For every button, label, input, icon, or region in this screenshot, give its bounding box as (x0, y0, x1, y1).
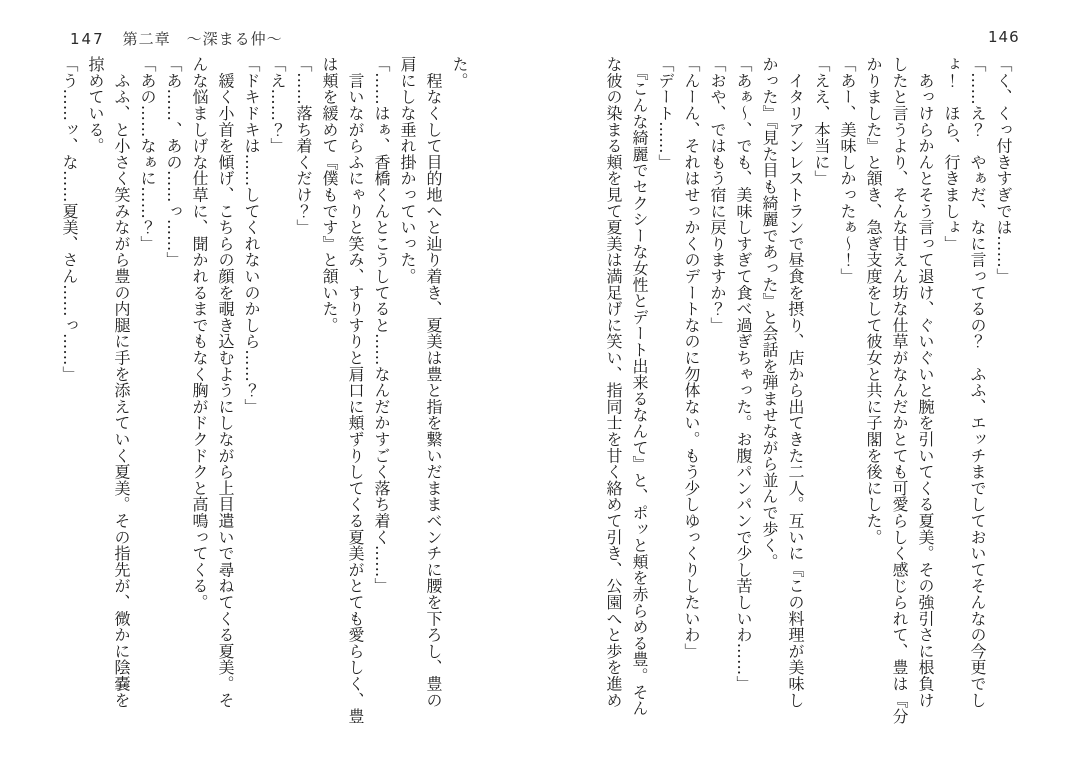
right-page-number: 146 (988, 28, 1020, 46)
text-column: 「デート……」 (656, 56, 675, 171)
text-column: は頬を緩めて『僕もです』と頷いた。 (320, 56, 339, 334)
left-page-number: 147 (70, 30, 105, 48)
text-column: 「あ……、あの……っ……」 (164, 56, 183, 268)
text-column: 「……落ち着くだけ？」 (294, 56, 313, 236)
text-column: かりました』と頷き、急ぎ支度をして彼女と共に子閣を後にした。 (864, 56, 883, 545)
text-column: 『こんな綺麗でセクシーな女性とデート出来るなんて』と、ポッと頬を赤らめる豊。そん (630, 56, 649, 717)
text-column: 「んーん、それはせっかくのデートなのに勿体ない。もう少しゆっくりしたいわ」 (682, 56, 701, 660)
text-column: 「おや、ではもう宿に戻りますか？」 (708, 56, 727, 334)
text-column: 掠めている。 (86, 56, 105, 154)
left-page-running-head (70, 28, 283, 49)
text-column: 肩にしな垂れ掛かっていった。 (398, 56, 417, 285)
chapter-title: 第二章 〜深まる仲〜 (122, 30, 283, 48)
right-page-running-head (988, 28, 1020, 46)
text-column: 「あー、美味しかったぁ〜！」 (838, 56, 857, 285)
text-column: ょ！ ほら、行きましょ」 (942, 56, 961, 252)
text-column: 「う……ッ、な……夏美、さん……っ……」 (60, 56, 79, 382)
text-column: 程なくして目的地へと辿り着き、夏美は豊と指を繋いだままベンチに腰を下ろし、豊の (424, 56, 443, 708)
text-column: 「ええ、本当に」 (812, 56, 831, 187)
text-column: 言いながらふにゃりと笑み、すりすりと肩口に頬ずりしてくる夏美がとても愛らしく、豊 (346, 56, 365, 725)
text-column: 「あの……なぁに……？」 (138, 56, 157, 252)
text-column: 「……はぁ、香橋くんとこうしてると……なんだかすごく落ち着く……」 (372, 56, 391, 594)
text-column: 「ドキドキは……してくれないのかしら……？」 (242, 56, 261, 415)
text-column: ふふ、と小さく笑みながら豊の内腿に手を添えていく夏美。その指先が、微かに陰嚢を (112, 56, 131, 708)
text-column: た。 (450, 56, 469, 89)
text-column: 「く、くっ付きすぎでは……」 (994, 56, 1013, 285)
page-146-text-block (600, 56, 1016, 724)
text-column: イタリアンレストランで昼食を摂り、店から出てきた二人。互いに『この料理が美味し (786, 56, 805, 708)
text-column: 緩く小首を傾げ、こちらの顔を覗き込むようにしながら上目遣いで尋ねてくる夏美。そ (216, 56, 235, 708)
text-column: んな悩ましげな仕草に、聞かれるまでもなく胸がドクドクと高鳴ってくる。 (190, 56, 209, 611)
text-column: 「え……？」 (268, 56, 287, 154)
text-column: 「あぁ〜、でも、美味しすぎて食べ過ぎちゃった。お腹パンパンで少し苦しいわ……」 (734, 56, 753, 692)
text-column: かった』『見た目も綺麗であった』と会話を弾ませながら並んで歩く。 (760, 56, 779, 570)
text-column: したと言うより、そんな甘えん坊な仕草がなんだかとても可愛らしく感じられて、豊は『分 (890, 56, 909, 725)
text-column: あっけらかんとそう言って退け、ぐいぐいと腕を引いてくる夏美。その強引さに根負け (916, 56, 935, 708)
text-column: な彼の染まる頬を見て夏美は満足げに笑い、指同士を甘く絡めて引き、公園へと歩を進め (604, 56, 623, 708)
page-147-text-block (56, 56, 472, 724)
text-column: 「……え？ やぁだ、なに言ってるの？ ふふ、エッチまでしておいてそんなの今更でし (968, 56, 987, 708)
